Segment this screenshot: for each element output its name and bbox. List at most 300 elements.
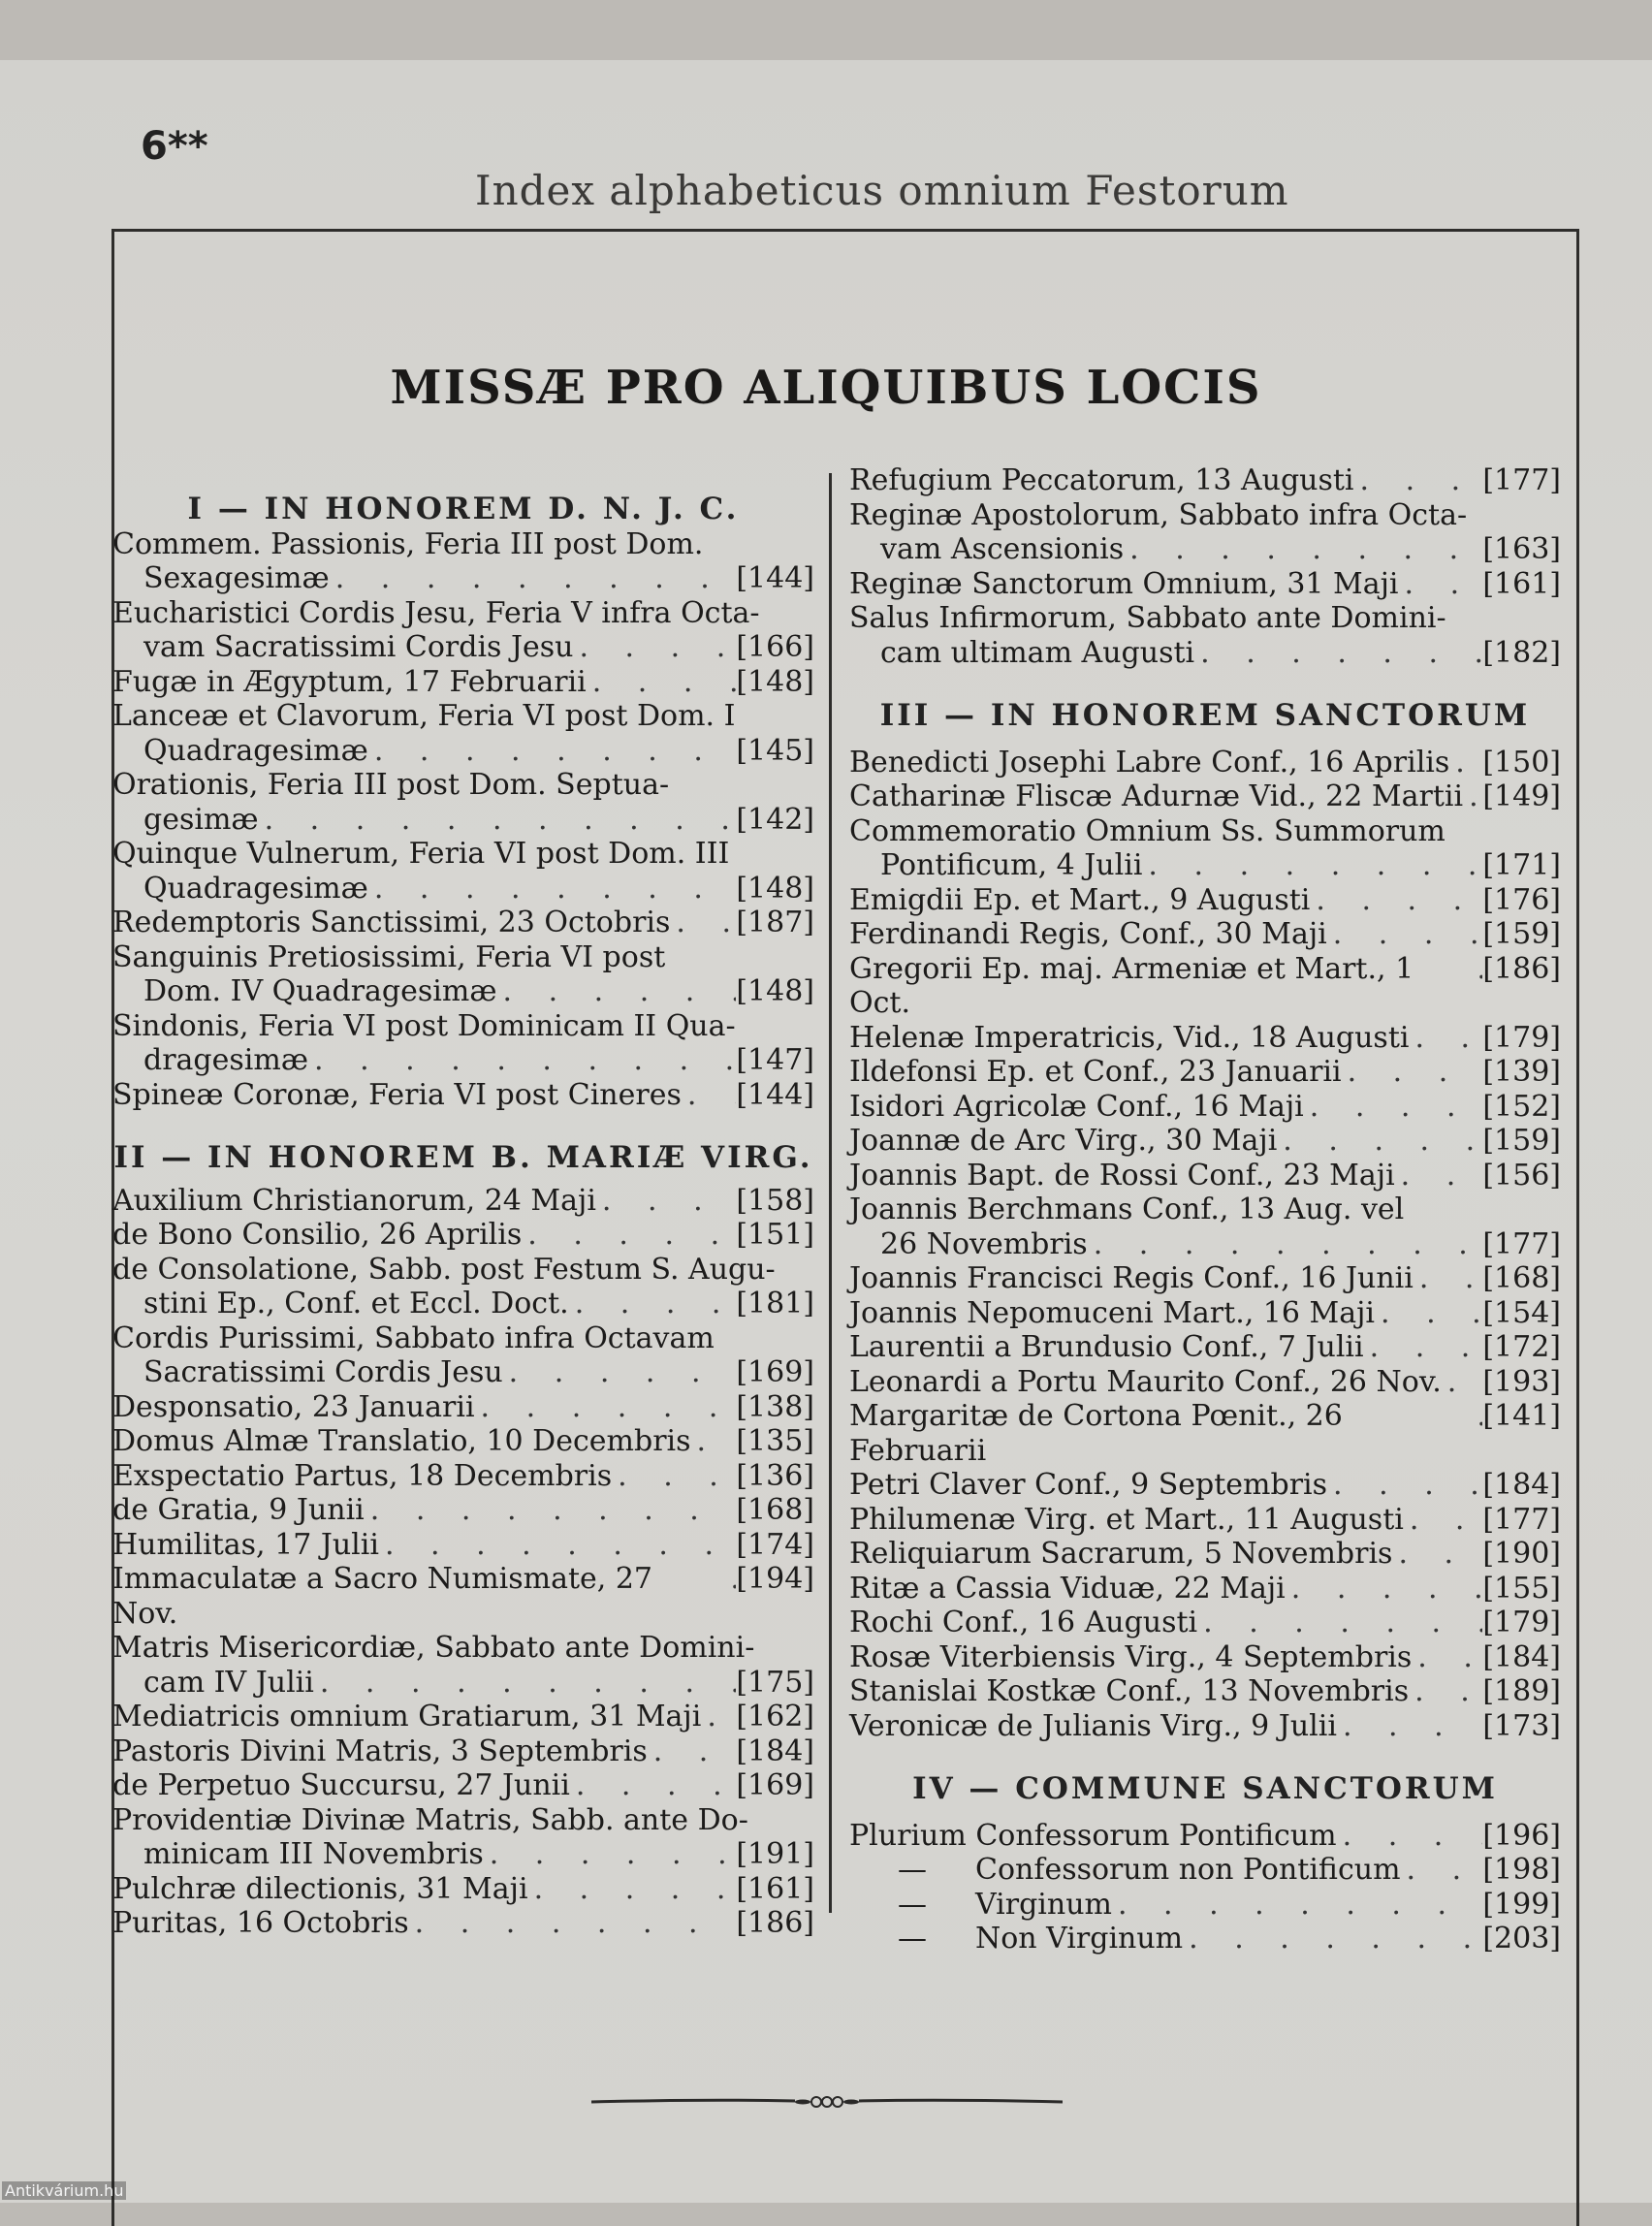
entry-title: Immaculatæ a Sacro Numismate, 27 Nov.	[112, 1562, 653, 1631]
entry-line	[849, 1261, 1561, 1296]
dot-leader	[1395, 1159, 1483, 1193]
page-reference: [159]	[1482, 917, 1561, 951]
entry-line	[112, 1872, 814, 1907]
page-reference: [184]	[1482, 1639, 1561, 1674]
dot-leader	[573, 630, 736, 665]
entry-line	[112, 974, 814, 1009]
index-entry	[849, 917, 1561, 952]
index-entry	[112, 1562, 814, 1631]
entry-title: Stanislai Kostkæ Conf., 13 Novembris	[849, 1674, 1410, 1708]
entry-line	[849, 1468, 1561, 1503]
section-heading: II — IN HONOREM B. MARIÆ VIRG.	[113, 1140, 813, 1175]
entry-line	[112, 1493, 814, 1528]
page-reference: [177]	[1482, 463, 1561, 497]
entry-line	[112, 803, 814, 838]
entry-title: Reginæ Sanctorum Omnium, 31 Maji	[849, 566, 1399, 601]
entry-line	[849, 1090, 1561, 1125]
entry-title: Refugium Peccatorum, 13 Augusti	[849, 463, 1354, 497]
entry-title: de Perpetuo Succursu, 27 Junii	[112, 1768, 570, 1802]
entry-title: Redemptoris Sanctissimi, 23 Octobris	[112, 906, 671, 939]
index-entry	[112, 596, 814, 665]
entry-line	[112, 1459, 814, 1494]
index-entry	[112, 940, 814, 1009]
entry-line	[849, 779, 1561, 814]
entry-line	[849, 1055, 1561, 1090]
entry-list	[849, 1819, 1561, 1956]
index-entry	[112, 1631, 814, 1700]
page-reference: [158]	[736, 1183, 814, 1218]
entry-continuation: cam IV Julii	[143, 1665, 314, 1700]
dot-leader	[522, 1218, 736, 1253]
page-reference: [186]	[1482, 951, 1561, 986]
entry-title: Exspectatio Partus, 18 Decembris	[112, 1458, 613, 1493]
entry-title: Virginum	[975, 1887, 1112, 1922]
index-entry	[849, 746, 1561, 780]
entry-line	[112, 1287, 814, 1321]
entry-ditto-dash: —	[898, 1853, 927, 1887]
dot-leader	[1112, 1888, 1482, 1923]
index-entry	[112, 906, 814, 940]
dot-leader	[724, 1562, 736, 1597]
page-reference: [148]	[736, 974, 814, 1008]
dot-leader	[497, 974, 737, 1009]
dot-leader	[1327, 1468, 1482, 1503]
page-reference: [150]	[1482, 745, 1561, 779]
entry-line	[849, 1503, 1561, 1538]
page-reference: [189]	[1482, 1674, 1561, 1708]
entry-continuation: Sexagesimæ	[143, 561, 330, 595]
dot-leader	[1277, 1124, 1482, 1159]
entry-line	[849, 1640, 1561, 1675]
entry-title: Domus Almæ Translatio, 10 Decembris	[112, 1424, 691, 1458]
page-reference: [179]	[1482, 1020, 1561, 1055]
dot-leader	[259, 803, 737, 838]
page-reference: [152]	[1482, 1089, 1561, 1124]
entry-continuation: Quadragesimæ	[143, 871, 368, 906]
entry-title: Salus Infirmorum, Sabbato ante Domini-	[849, 601, 1446, 635]
main-title: MISSÆ PRO ALIQUIBUS LOCIS	[390, 361, 1262, 415]
index-entry	[849, 1640, 1561, 1675]
entry-title: Providentiæ Divinæ Matris, Sabb. ante Do-	[112, 1802, 748, 1837]
entry-line	[849, 1853, 1561, 1888]
entry-title: Isidori Agricolæ Conf., 16 Maji	[849, 1089, 1304, 1124]
entry-title: Plurium Confessorum Pontificum	[849, 1818, 1337, 1853]
dot-leader	[670, 906, 736, 940]
entry-title: Gregorii Ep. maj. Armeniæ et Mart., 1 Oct.	[849, 951, 1414, 1020]
entry-line	[849, 1922, 1561, 1956]
page-reference: [177]	[1482, 1502, 1561, 1537]
index-entry	[849, 1503, 1561, 1538]
entry-line	[849, 1399, 1561, 1468]
entry-continuation: Sacratissimi Cordis Jesu	[143, 1355, 503, 1389]
entry-line	[112, 1768, 814, 1803]
index-entry	[112, 1906, 814, 1941]
page-reference: [194]	[736, 1562, 814, 1596]
page-reference: [184]	[1482, 1468, 1561, 1502]
entry-continuation: Pontificum, 4 Julii	[880, 848, 1143, 882]
entry-line	[849, 1888, 1561, 1923]
page-reference: [174]	[736, 1527, 814, 1562]
dot-leader	[409, 1906, 737, 1941]
entry-line	[849, 1537, 1561, 1572]
dot-leader	[1364, 1330, 1483, 1365]
page-reference: [145]	[736, 733, 814, 768]
entry-line	[849, 1709, 1561, 1744]
entry-line	[849, 1227, 1561, 1262]
watermark: Antikvárium.hu	[2, 2181, 126, 2200]
entry-continuation: vam Ascensionis	[880, 532, 1125, 566]
entry-line	[112, 1424, 814, 1459]
entry-line	[849, 1674, 1561, 1709]
index-entry	[112, 837, 814, 906]
dot-leader	[1409, 1021, 1482, 1056]
index-entry	[849, 601, 1561, 670]
page-reference: [203]	[1482, 1922, 1561, 1956]
page-reference: [179]	[1482, 1606, 1561, 1639]
index-entry	[849, 1537, 1561, 1572]
entry-ditto-dash: —	[898, 1922, 927, 1956]
page-reference: [144]	[736, 1077, 814, 1112]
index-entry	[849, 1365, 1561, 1400]
entry-title: Commemoratio Omnium Ss. Summorum	[849, 813, 1446, 848]
entry-title: Eucharistici Cordis Jesu, Feria V infra Octa-	[112, 595, 760, 630]
page-reference: [162]	[736, 1700, 814, 1733]
entry-title: Margaritæ de Cortona Pœnit., 26 Februarii	[849, 1399, 1343, 1468]
entry-list	[849, 463, 1561, 670]
index-entry	[112, 1184, 814, 1219]
entry-title: Humilitas, 17 Julii	[112, 1527, 379, 1562]
page-reference: [184]	[736, 1733, 814, 1768]
page-reference: [173]	[1482, 1708, 1561, 1743]
dot-leader	[1194, 636, 1482, 671]
page-reference: [182]	[1482, 635, 1561, 670]
page-reference: [198]	[1482, 1853, 1561, 1887]
dot-leader	[1412, 1640, 1482, 1675]
index-entry	[112, 1493, 814, 1528]
dot-leader	[1088, 1227, 1483, 1262]
entry-continuation: 26 Novembris	[880, 1226, 1088, 1261]
entry-line	[112, 1355, 814, 1390]
entry-line	[849, 1819, 1561, 1854]
index-entry	[112, 1321, 814, 1390]
entry-line	[849, 1296, 1561, 1331]
entry-line	[112, 872, 814, 906]
page-reference: [196]	[1482, 1818, 1561, 1853]
entry-line	[112, 561, 814, 596]
entry-line	[849, 1021, 1561, 1056]
section-heading: III — IN HONOREM SANCTORUM	[879, 698, 1531, 733]
page-reference: [168]	[1482, 1261, 1561, 1295]
index-entry	[112, 527, 814, 596]
page-reference: [176]	[1482, 882, 1561, 917]
dot-leader	[368, 872, 737, 906]
entry-title: Laurentii a Brundusio Conf., 7 Julii	[849, 1330, 1364, 1364]
index-entry	[849, 1192, 1561, 1261]
page-reference: [199]	[1482, 1887, 1561, 1922]
section-heading: I — IN HONOREM D. N. J. C.	[187, 492, 740, 526]
index-entry	[112, 699, 814, 768]
dot-leader	[1304, 1090, 1483, 1125]
dot-leader	[1375, 1296, 1482, 1331]
page-reference: [142]	[736, 802, 814, 837]
page-reference: [186]	[736, 1906, 814, 1940]
page-reference: [169]	[736, 1355, 814, 1389]
page-reference: [136]	[736, 1458, 814, 1493]
page-reference: [159]	[1482, 1124, 1561, 1158]
entry-continuation: cam ultimam Augusti	[880, 635, 1195, 670]
index-entry	[849, 463, 1561, 498]
page-reference: [166]	[736, 630, 814, 664]
page-reference: [172]	[1482, 1330, 1561, 1364]
index-entry	[849, 1261, 1561, 1296]
index-entry	[849, 1709, 1561, 1744]
dot-leader	[1404, 1503, 1482, 1538]
dot-leader	[503, 1355, 737, 1390]
index-entry	[112, 1218, 814, 1253]
dot-leader	[587, 665, 737, 700]
entry-title: Matris Misericordiæ, Sabbato ante Domini-	[112, 1631, 755, 1665]
dot-leader	[368, 734, 737, 769]
index-entry	[112, 1424, 814, 1459]
entry-title: Petri Claver Conf., 9 Septembris	[849, 1468, 1328, 1502]
page-reference: [191]	[736, 1837, 814, 1871]
dot-leader	[691, 1424, 737, 1459]
dot-leader	[1442, 1365, 1483, 1400]
entry-title: Pastoris Divini Matris, 3 Septembris	[112, 1733, 648, 1768]
entry-title: Sindonis, Feria VI post Dominicam II Qua-	[112, 1008, 736, 1043]
page-reference: [175]	[736, 1665, 814, 1700]
dot-leader	[314, 1666, 736, 1701]
entry-line	[112, 906, 814, 940]
entry-title: Helenæ Imperatricis, Vid., 18 Augusti	[849, 1020, 1410, 1055]
entry-line	[112, 1734, 814, 1769]
dot-leader	[1401, 1853, 1483, 1888]
entry-title: Sanguinis Pretiosissimi, Feria VI post	[112, 939, 666, 974]
index-entry	[849, 1853, 1561, 1888]
dot-leader	[1463, 779, 1482, 814]
index-entry	[849, 779, 1561, 814]
entry-line	[849, 463, 1561, 498]
index-entry	[849, 1819, 1561, 1854]
ornament-rule	[591, 2092, 1063, 2112]
index-entry	[112, 1734, 814, 1769]
dot-leader	[484, 1837, 737, 1872]
dot-leader	[1392, 1537, 1482, 1572]
entry-title: Benedicti Josephi Labre Conf., 16 Aprilis	[849, 745, 1450, 779]
entry-title: Spineæ Coronæ, Feria VI post Cineres	[112, 1077, 682, 1112]
entry-continuation: dragesimæ	[143, 1043, 309, 1077]
entry-line	[849, 1330, 1561, 1365]
entry-title: Lanceæ et Clavorum, Feria VI post Dom. I	[112, 699, 736, 733]
page-reference: [187]	[736, 906, 814, 939]
entry-title: Ildefonsi Ep. et Conf., 23 Januarii	[849, 1055, 1342, 1089]
entry-continuation: vam Sacratissimi Cordis Jesu	[143, 630, 574, 664]
dot-leader	[1414, 1261, 1482, 1296]
dot-leader	[1471, 1399, 1482, 1434]
entry-line	[112, 1043, 814, 1078]
index-entry	[849, 1572, 1561, 1606]
page-reference: [161]	[1482, 566, 1561, 601]
entry-title: Ritæ a Cassia Viduæ, 22 Maji	[849, 1571, 1286, 1606]
dot-leader	[365, 1493, 737, 1528]
page-reference: [144]	[736, 561, 814, 595]
entry-list	[112, 1184, 814, 1941]
entry-line	[849, 1365, 1561, 1400]
entry-line	[849, 636, 1561, 671]
entry-line	[849, 1606, 1561, 1640]
entry-title: Quinque Vulnerum, Feria VI post Dom. III	[112, 837, 730, 871]
index-entry	[112, 1253, 814, 1321]
index-entry	[849, 1399, 1561, 1468]
entry-title: Joannis Bapt. de Rossi Conf., 23 Maji	[849, 1158, 1395, 1192]
entry-line	[112, 1837, 814, 1872]
entry-line	[849, 848, 1561, 883]
entry-title: de Bono Consilio, 26 Aprilis	[112, 1218, 523, 1252]
dot-leader	[1197, 1606, 1482, 1640]
page-reference: [155]	[1482, 1571, 1561, 1606]
index-entry	[112, 1700, 814, 1734]
dot-leader	[1354, 463, 1483, 498]
page-reference: [154]	[1482, 1295, 1561, 1330]
index-entry	[849, 1055, 1561, 1090]
entry-title: de Consolatione, Sabb. post Festum S. Augu-	[112, 1252, 776, 1287]
entry-title: Pulchræ dilectionis, 31 Maji	[112, 1871, 528, 1906]
entry-line	[112, 734, 814, 769]
entry-line	[849, 532, 1561, 567]
entry-continuation: Quadragesimæ	[143, 733, 368, 768]
entry-line	[849, 917, 1561, 952]
dot-leader	[1409, 1674, 1482, 1709]
index-entry	[112, 1872, 814, 1907]
page-reference: [149]	[1482, 779, 1561, 813]
entry-line	[849, 1124, 1561, 1159]
dot-leader	[682, 1078, 736, 1113]
page-reference: [147]	[736, 1043, 814, 1077]
entry-ditto-dash: —	[898, 1887, 927, 1922]
entry-line	[112, 1528, 814, 1563]
entry-title: Joannæ de Arc Virg., 30 Maji	[849, 1124, 1278, 1158]
page-reference: [141]	[1482, 1399, 1561, 1433]
entry-title: Confessorum non Pontificum	[975, 1853, 1401, 1887]
page-reference: [151]	[736, 1218, 814, 1252]
left-column	[112, 463, 814, 1941]
entry-line	[112, 1700, 814, 1734]
entry-title: Commem. Passionis, Feria III post Dom.	[112, 526, 704, 561]
entry-title: Mediatricis omnium Gratiarum, 31 Maji	[112, 1700, 702, 1733]
page-reference: [190]	[1482, 1537, 1561, 1571]
index-entry	[112, 1803, 814, 1872]
entry-continuation: stini Ep., Conf. et Eccl. Doct.	[143, 1287, 569, 1320]
dot-leader	[1286, 1572, 1483, 1606]
entry-list	[112, 527, 814, 1113]
dot-leader	[1183, 1922, 1482, 1956]
entry-title: Catharinæ Fliscæ Adurnæ Vid., 22 Martii	[849, 779, 1464, 813]
entry-line	[112, 1390, 814, 1425]
index-entry	[849, 1021, 1561, 1056]
dot-leader	[1342, 1055, 1483, 1090]
dot-leader	[596, 1184, 736, 1219]
page-reference: [181]	[736, 1287, 814, 1320]
entry-line	[849, 1572, 1561, 1606]
dot-leader	[1449, 746, 1482, 780]
entry-line	[849, 1159, 1561, 1193]
page-reference: [148]	[736, 664, 814, 699]
dot-leader	[570, 1768, 736, 1803]
entry-continuation: gesimæ	[143, 802, 259, 837]
dot-leader	[648, 1734, 737, 1769]
page-reference: [148]	[736, 871, 814, 906]
entry-title: Joannis Nepomuceni Mart., 16 Maji	[849, 1295, 1376, 1330]
index-entry	[112, 1078, 814, 1113]
entry-title: Fugæ in Ægyptum, 17 Februarii	[112, 664, 587, 699]
index-entry	[112, 665, 814, 700]
entry-title: Ferdinandi Regis, Conf., 30 Maji	[849, 917, 1327, 951]
page-reference: [156]	[1482, 1158, 1561, 1192]
entry-line	[112, 1184, 814, 1219]
page-reference: [169]	[736, 1768, 814, 1802]
entry-line	[112, 630, 814, 665]
index-entry	[849, 1124, 1561, 1159]
dot-leader	[1124, 532, 1482, 567]
entry-title: Desponsatio, 23 Januarii	[112, 1389, 475, 1424]
index-entry	[849, 1296, 1561, 1331]
dot-leader	[308, 1043, 736, 1078]
entry-title: Joannis Berchmans Conf., 13 Aug. vel	[849, 1192, 1405, 1226]
entry-line	[849, 567, 1561, 602]
index-entry	[849, 1090, 1561, 1125]
page-reference: [161]	[736, 1871, 814, 1906]
index-entry	[849, 1674, 1561, 1709]
dot-leader	[330, 561, 737, 596]
index-entry	[112, 1768, 814, 1803]
index-entry	[112, 768, 814, 837]
entry-title: de Gratia, 9 Junii	[112, 1493, 365, 1527]
entry-line	[112, 665, 814, 700]
entry-title: Emigdii Ep. et Mart., 9 Augusti	[849, 882, 1311, 917]
entry-title: Joannis Francisci Regis Conf., 16 Junii	[849, 1261, 1414, 1295]
dot-leader	[701, 1700, 736, 1734]
index-entry	[849, 1468, 1561, 1503]
entry-line	[112, 1218, 814, 1253]
page-reference: [138]	[736, 1389, 814, 1424]
index-entry	[849, 1159, 1561, 1193]
dot-leader	[1471, 952, 1482, 987]
entry-title: Reginæ Apostolorum, Sabbato infra Octa-	[849, 497, 1468, 532]
index-entry	[849, 567, 1561, 602]
entry-continuation: minicam III Novembris	[143, 1837, 484, 1871]
entry-title: Reliquiarum Sacrarum, 5 Novembris	[849, 1537, 1393, 1571]
index-entry	[112, 1390, 814, 1425]
dot-leader	[1327, 917, 1483, 952]
dot-leader	[528, 1872, 737, 1907]
dot-leader	[379, 1528, 736, 1563]
dot-leader	[612, 1459, 736, 1494]
entry-line	[112, 1078, 814, 1113]
section-heading: IV — COMMUNE SANCTORUM	[912, 1771, 1498, 1806]
page-reference: [163]	[1482, 532, 1561, 566]
index-entry	[849, 1888, 1561, 1923]
entry-list	[849, 746, 1561, 1744]
index-entry	[849, 1330, 1561, 1365]
dot-leader	[1337, 1819, 1483, 1854]
entry-title: Puritas, 16 Octobris	[112, 1906, 409, 1940]
entry-title: Cordis Purissimi, Sabbato infra Octavam	[112, 1320, 715, 1355]
column-divider	[829, 473, 832, 1913]
entry-title: Rochi Conf., 16 Augusti	[849, 1606, 1198, 1639]
index-entry	[112, 1009, 814, 1078]
entry-title: Orationis, Feria III post Dom. Septua-	[112, 768, 670, 802]
entry-title: Leonardi a Portu Maurito Conf., 26 Nov.	[849, 1364, 1442, 1399]
